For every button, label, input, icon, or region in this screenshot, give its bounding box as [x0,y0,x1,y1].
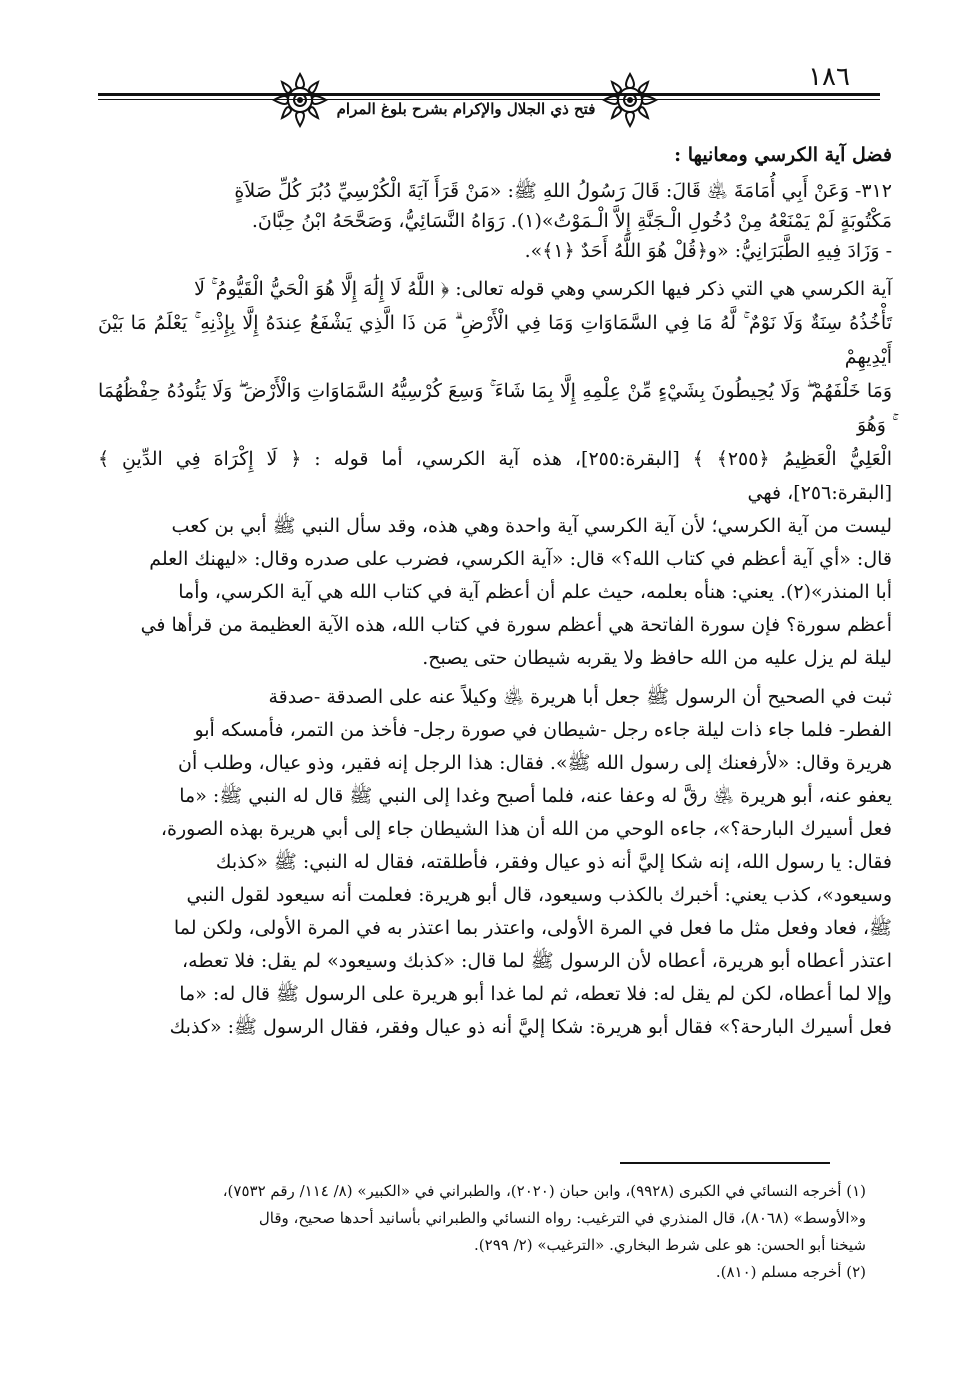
verse-intro: آية الكرسي هي التي ذكر فيها الكرسي وهي قوله تعالى: [449,278,892,300]
paragraph-abu-hurayra [98,681,892,1044]
hadith-block [98,176,892,266]
footnote-1-continued: شيخنا أبو الحسن: هو على شرط البخاري. «الترغيب» (٢/ ٢٩٩). [474,1236,866,1254]
hadith-line: مَكْتُوبَةٍ لَمْ يَمْنَعْهُ مِنْ دُخُولِ الْـجَنَّةِ إِلاَّ الْـمَوْتُ»(١). رَوَاهُ النَّسَائِيُّ، وَصَحَّحَهُ ابْنُ حِبَّانَ. [251,210,892,232]
verse-text: ﴿ اللَّهُ لَا إِلَٰهَ إِلَّا هُوَ الْحَيُّ الْقَيُّومُ ۚ لَا [194,278,450,300]
paragraph-line: يعفو عنه، أبو هريرة ﵁ رقَّ له وعفا عنه، فلما أصبح وغدا إلى النبي ﷺ قال له النبي ﷺ: «ما [179,785,892,807]
verse-line [98,272,892,306]
paragraph-line: فعل أسيرك البارحة؟»، جاءه الوحي من الله أن هذا الشيطان جاء إلى أبي هريرة بهذه الصورة، [160,818,892,840]
footnote-1: (١) أخرجه النسائي في الكبرى (٩٩٢٨)، وابن حبان (٢٠٢٠)، والطبراني في «الكبير» (٨/ ١١٤/ رقم ٧٥٣٢)، [222,1182,866,1200]
paragraph-line: ﷺ، فعاد وفعل مثل ما فعل في المرة الأولى، واعتذر بما اعتذر به في المرة الأولى، ولكن لما [173,917,892,939]
paragraph-line: ليلة لم يزل عليه من الله حافظ ولا يقربه شيطان حتى يصبح. [422,647,892,669]
paragraph-line: أعظم سورة؟ فإن سورة الفاتحة هي أعظم سورة في كتاب الله، هذه الآية العظيمة من قرأها في [140,614,892,636]
paragraph-line: هريرة وقال: «لأرفعنك إلى رسول الله ﷺ». فقال: هذا الرجل إنه فقير، وذو عيال، وطلب أن [177,752,892,774]
header-ornament-right-icon [598,70,662,130]
paragraph-line: وسيعود»، كذب يعني: أخبرك بالكذب وسيعود، قال أبو هريرة: فعلمت أنه سيعود لقول النبي [186,884,892,906]
footnote-separator [620,1162,830,1164]
footnote-1-continued: و«الأوسط» (٨٠٦٨)، قال المنذري في الترغيب: رواه النسائي والطبراني بأسانيد أحدها صحيح، وقال [258,1209,866,1227]
paragraph-line: اعتذر أعطاه أبو هريرة، أعطاه لأن الرسول ﷺ لما قال: «كذبك وسيعود» لم يقل: فلا تعطه، [182,950,892,972]
paragraph-line: فقال: يا رسول الله، إنه شكا إليَّ أنه ذو عيال وفقر، فأطلقته، فقال له النبي: ﷺ «كذبك [215,851,892,873]
paragraph-ayat-kursi [98,510,892,675]
footnotes [98,1178,866,1286]
hadith-line: ٣١٢- وَعَنْ أَبِي أُمَامَةَ ﵁ قَالَ: قَالَ رَسُولُ اللهِ ﷺ: «مَنْ قَرَأَ آيَةَ الْكُرْسِيِّ دُبُرَ كُلِّ صَلاَةٍ [234,180,892,202]
paragraph-line: أبا المنذر»(٢). يعني: هنأه بعلمه، حيث علم أن أعظم آية في كتاب الله هي آية الكرسي، وأما [178,581,892,603]
section-heading: فضل آية الكرسي ومعانيها : [674,144,892,166]
paragraph-line: ليست من آية الكرسي؛ لأن آية الكرسي آية واحدة وهي هذه، وقد سأل النبي ﷺ أبي بن كعب [171,515,892,537]
verse-block [98,272,892,510]
header-ornament-left-icon [268,70,332,130]
page-body [98,140,892,1044]
verse-line: الْعَلِيُّ الْعَظِيمُ ﴿٢٥٥﴾ ﴾ [البقرة:٢٥٥]، هذه آية الكرسي، أما قوله : ﴿ لَا إِكْرَاهَ فِي الدِّينِ ﴾ [البقرة:٢٥٦]، فهي [98,448,892,504]
page-number: ١٨٦ [808,62,850,92]
verse-line: تَأْخُذُهُ سِنَةٌ وَلَا نَوْمٌ ۚ لَّهُ مَا فِي السَّمَاوَاتِ وَمَا فِي الْأَرْضِ ۗ مَن ذَا الَّذِي يَشْفَعُ عِندَهُ إِلَّا بِإِذْنِهِ ۚ يَعْلَمُ مَا بَيْنَ أَيْدِيهِمْ [98,312,892,368]
verse-line: وَمَا خَلْفَهُمْ ۖ وَلَا يُحِيطُونَ بِشَيْءٍ مِّنْ عِلْمِهِ إِلَّا بِمَا شَاءَ ۚ وَسِعَ كُرْسِيُّهُ السَّمَاوَاتِ وَالْأَرْضَ ۖ وَلَا يَئُودُهُ حِفْظُهُمَا ۚ وَهُوَ [98,380,892,436]
footnote-2: (٢) أخرجه مسلم (٨١٠). [715,1263,866,1281]
header-rule-thick [98,93,880,96]
paragraph-line: قال: «أي آية أعظم في كتاب الله؟» قال: «آية الكرسي، فضرب على صدره وقال: «ليهنك العلم [149,548,892,570]
paragraph-line: فعل أسيرك البارحة؟» فقال أبو هريرة: شكا إليَّ أنه ذو عيال وفقر، فقال الرسول ﷺ: «كذبك [169,1016,892,1038]
paragraph-line: الفطر- فلما جاء ذات ليلة جاءه رجل -شيطان في صورة رجل- فأخذ من التمر، فأمسكه أبو [194,719,892,741]
paragraph-line: ثبت في الصحيح أن الرسول ﷺ جعل أبا هريرة ﵁ وكيلاً عنه على الصدقة -صدقة [268,686,892,708]
hadith-line: - وَزَادَ فِيهِ الطَّبَرَانِيُّ: «و﴿قُلْ هُوَ اللَّهُ أَحَدٌ ﴿١﴾». [524,240,892,262]
book-title: فتح ذي الجلال والإكرام بشرح بلوغ المرام [336,100,596,118]
paragraph-line: وإلا لما أعطاه، لكن لم يقل له: فلا تعطه، ثم لما غدا أبو هريرة على الرسول ﷺ قال له: «ما [179,983,892,1005]
